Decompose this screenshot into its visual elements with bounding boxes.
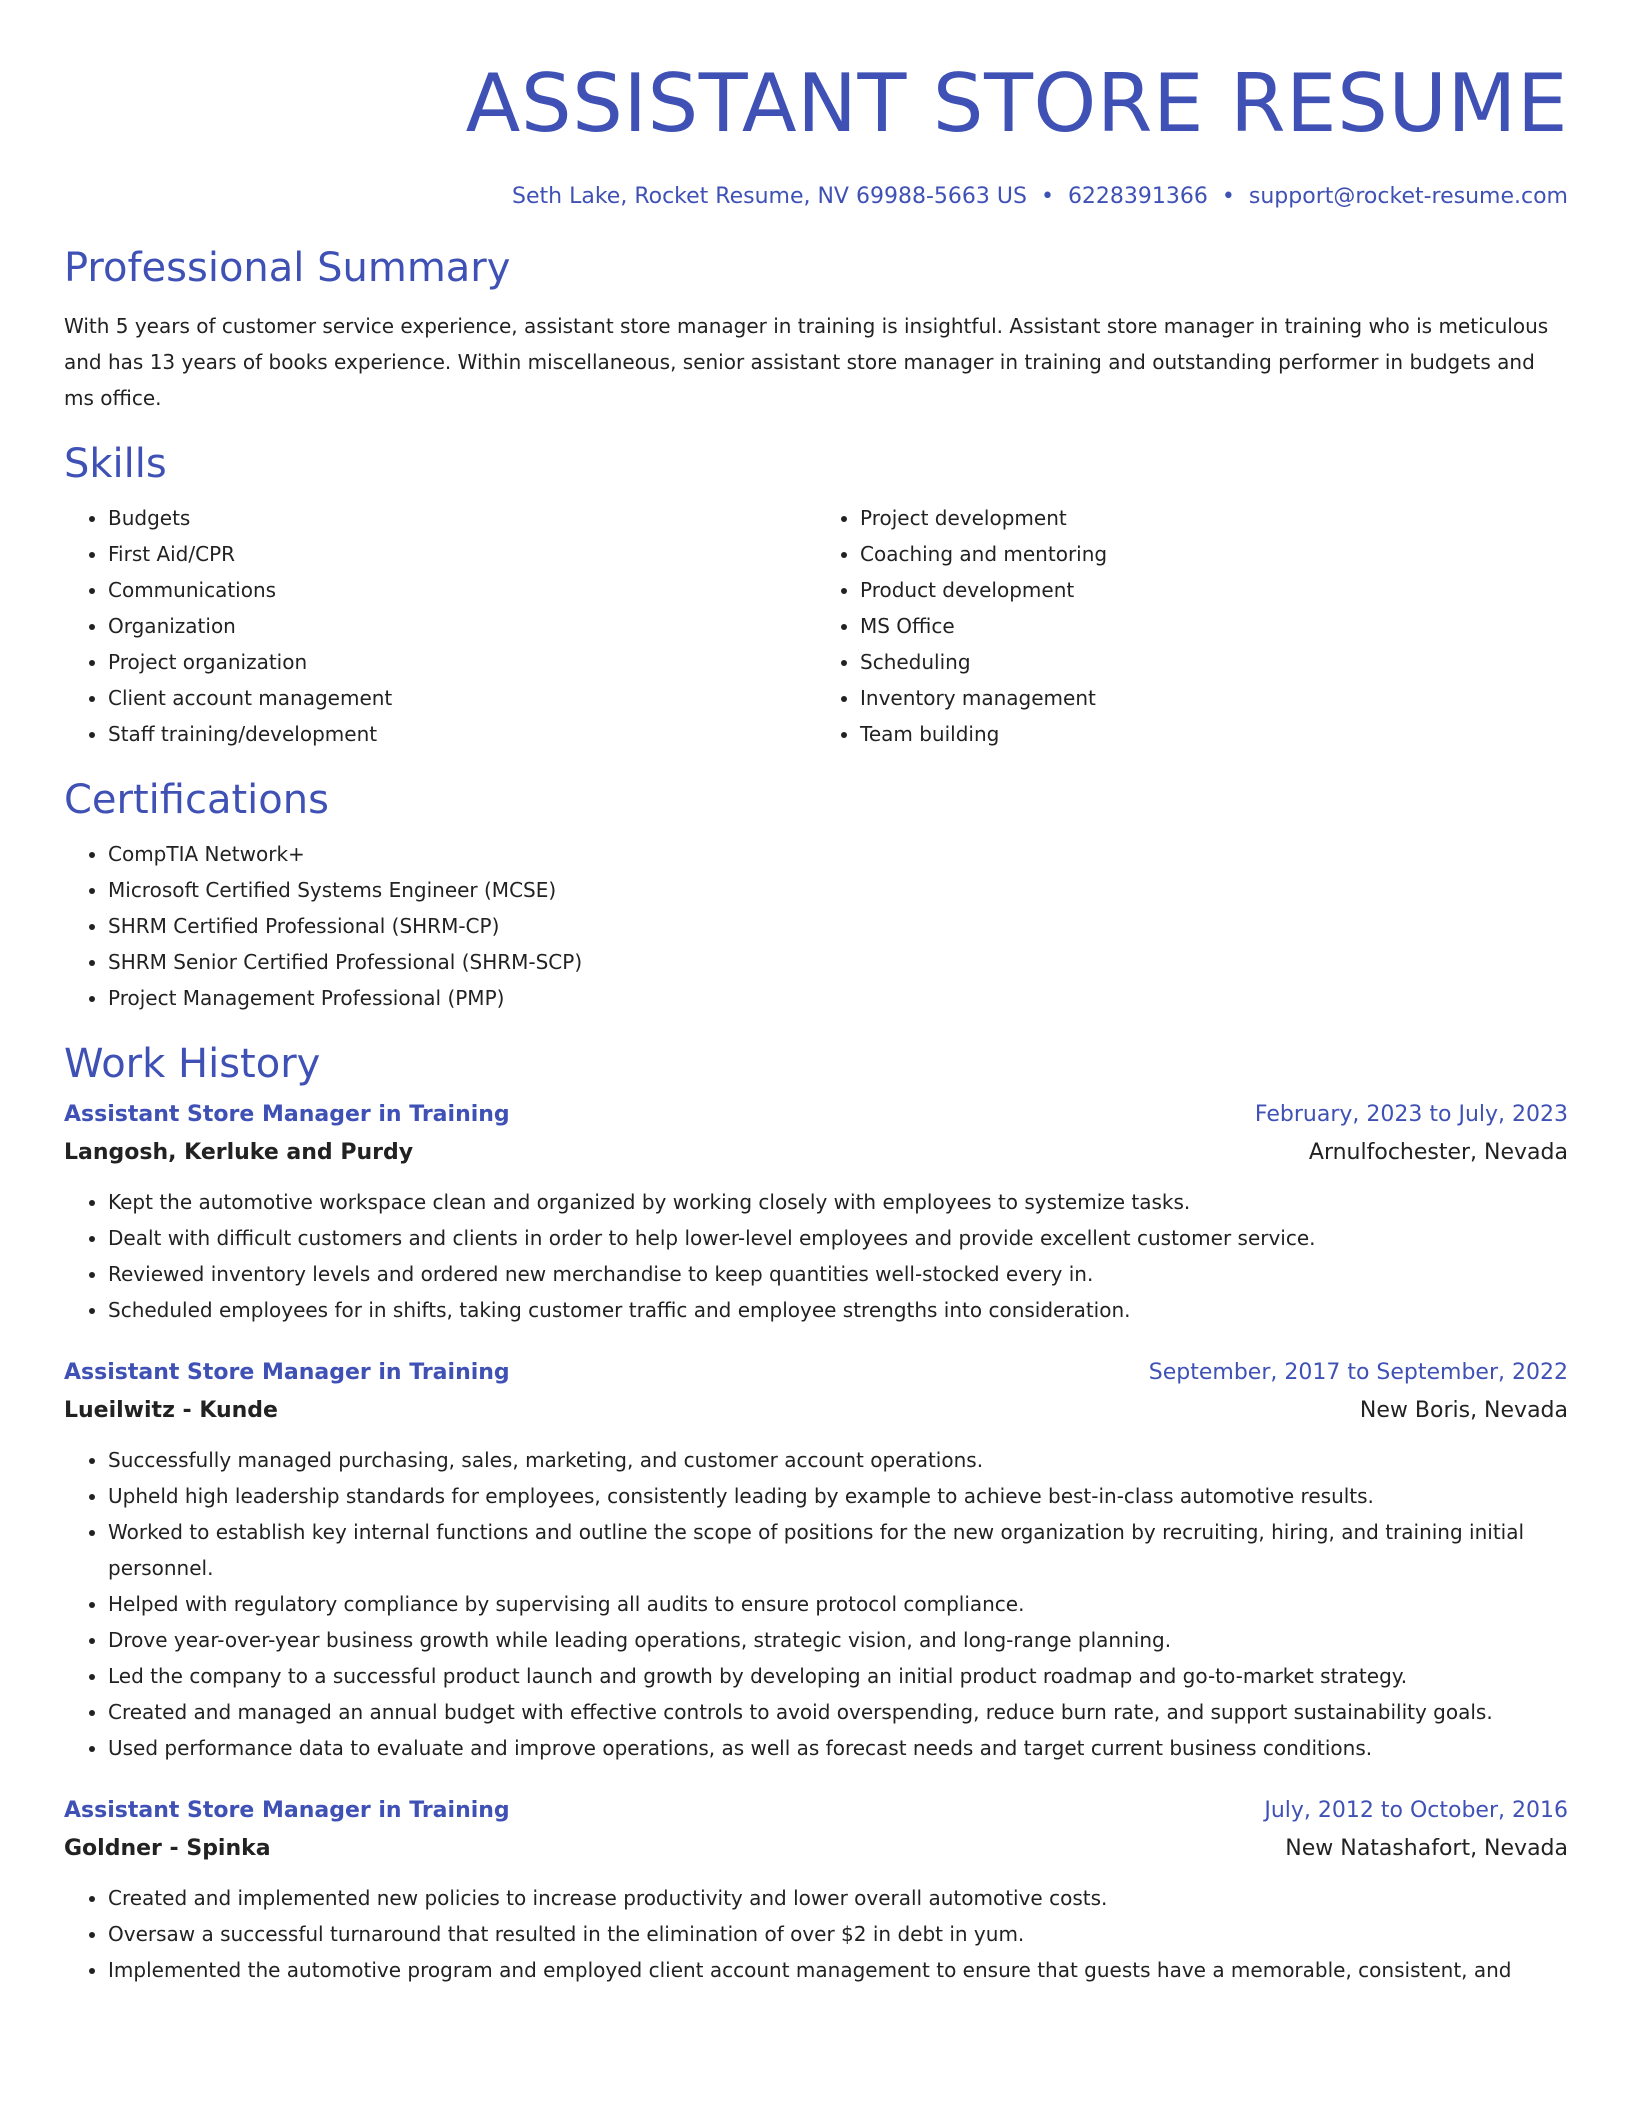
section-title-skills: Skills — [64, 441, 167, 487]
skills-list-left — [64, 500, 816, 752]
list-item: • SHRM Certified Professional (SHRM-CP) — [108, 908, 1568, 944]
list-item: • First Aid/CPR — [108, 536, 816, 572]
list-item: • Inventory management — [860, 680, 1568, 716]
skills-column-right — [816, 500, 1568, 752]
job-entry — [64, 1096, 1568, 1328]
list-item: • Staff training/development — [108, 716, 816, 752]
job-dates: February, 2023 to July, 2023 — [1254, 1102, 1568, 1127]
summary-section — [64, 242, 1568, 416]
list-item: • Used performance data to evaluate and improve operations, as well as forecast needs and target current business conditions. — [108, 1730, 1568, 1766]
list-item: • Created and implemented new policies to increase productivity and lower overall automotive costs. — [108, 1880, 1568, 1916]
job-location: New Boris, Nevada — [1359, 1398, 1568, 1423]
contact-phone: 6228391366 — [1067, 184, 1208, 209]
list-item: • Oversaw a successful turnaround that resulted in the elimination of over $2 in debt in yum. — [108, 1916, 1568, 1952]
list-item: • Helped with regulatory compliance by supervising all audits to ensure protocol compliance. — [108, 1586, 1568, 1622]
job-company: Lueilwitz - Kunde — [64, 1398, 278, 1423]
list-item: • Reviewed inventory levels and ordered new merchandise to keep quantities well-stocked every in. — [108, 1256, 1568, 1292]
list-item: • Project Management Professional (PMP) — [108, 980, 1568, 1016]
job-company-row — [64, 1392, 1568, 1430]
job-location: New Natashafort, Nevada — [1285, 1836, 1568, 1861]
section-title-work-history: Work History — [64, 1041, 321, 1087]
list-item: • Implemented the automotive program and employed client account management to ensure that guests have a memorable, consistent, and — [108, 1952, 1568, 1988]
certifications-section — [64, 774, 1568, 1016]
list-item: • Created and managed an annual budget with effective controls to avoid overspending, reduce burn rate, and support sustainability goals. — [108, 1694, 1568, 1730]
job-header-row — [64, 1792, 1568, 1830]
list-item: • Budgets — [108, 500, 816, 536]
list-item: • Scheduled employees for in shifts, taking customer traffic and employee strengths into consideration. — [108, 1292, 1568, 1328]
contact-email: support@rocket-resume.com — [1248, 184, 1568, 209]
certifications-list — [64, 836, 1568, 1016]
job-company: Langosh, Kerluke and Purdy — [64, 1140, 414, 1165]
resume-header — [64, 48, 1568, 212]
contact-address: Seth Lake, Rocket Resume, NV 69988-5663 US — [512, 184, 1027, 209]
list-item: • Led the company to a successful product launch and growth by developing an initial product roadmap and go-to-market strategy. — [108, 1658, 1568, 1694]
list-item: • MS Office — [860, 608, 1568, 644]
job-bullets — [64, 1442, 1568, 1766]
section-title-summary: Professional Summary — [64, 245, 511, 291]
job-header-row — [64, 1354, 1568, 1392]
jobs-container — [64, 1096, 1568, 1988]
job-dates: September, 2017 to September, 2022 — [1148, 1360, 1568, 1385]
job-bullets — [64, 1880, 1568, 1988]
list-item: • Product development — [860, 572, 1568, 608]
list-item: • Dealt with difficult customers and clients in order to help lower-level employees and provide excellent customer service. — [108, 1220, 1568, 1256]
work-history-section — [64, 1038, 1568, 1988]
list-item: • Kept the automotive workspace clean and organized by working closely with employees to systemize tasks. — [108, 1184, 1568, 1220]
resume-title: ASSISTANT STORE RESUME — [465, 57, 1568, 150]
list-item: • Upheld high leadership standards for employees, consistently leading by example to achieve best-in-class automotive results. — [108, 1478, 1568, 1514]
summary-text: With 5 years of customer service experience, assistant store manager in training is insightful. Assistant store manager in training who is meticulous and has 13 years of books experience. Within miscellaneous, senior assistant store manager in training and outstanding performer in budgets and ms office. — [64, 314, 1549, 410]
contact-separator: • — [1221, 184, 1235, 209]
list-item: • Client account management — [108, 680, 816, 716]
job-dates: July, 2012 to October, 2016 — [1264, 1798, 1568, 1823]
contact-line — [64, 182, 1568, 212]
job-entry — [64, 1354, 1568, 1766]
job-company: Goldner - Spinka — [64, 1836, 271, 1861]
list-item: • SHRM Senior Certified Professional (SHRM-SCP) — [108, 944, 1568, 980]
list-item: • Project organization — [108, 644, 816, 680]
job-title: Assistant Store Manager in Training — [64, 1360, 510, 1385]
list-item: • Worked to establish key internal functions and outline the scope of positions for the new organization by recruiting, hiring, and training initial personnel. — [108, 1514, 1568, 1586]
job-title: Assistant Store Manager in Training — [64, 1798, 510, 1823]
job-company-row — [64, 1830, 1568, 1868]
section-title-certifications: Certifications — [64, 777, 329, 823]
skills-list-right — [816, 500, 1568, 752]
job-bullets — [64, 1184, 1568, 1328]
list-item: • Project development — [860, 500, 1568, 536]
list-item: • Successfully managed purchasing, sales, marketing, and customer account operations. — [108, 1442, 1568, 1478]
list-item: • Organization — [108, 608, 816, 644]
job-title: Assistant Store Manager in Training — [64, 1102, 510, 1127]
skills-grid — [64, 500, 1568, 752]
list-item: • Team building — [860, 716, 1568, 752]
job-company-row — [64, 1134, 1568, 1172]
contact-separator: • — [1040, 184, 1054, 209]
job-header-row — [64, 1096, 1568, 1134]
job-entry — [64, 1792, 1568, 1988]
list-item: • Scheduling — [860, 644, 1568, 680]
list-item: • Drove year-over-year business growth while leading operations, strategic vision, and long-range planning. — [108, 1622, 1568, 1658]
list-item: • CompTIA Network+ — [108, 836, 1568, 872]
list-item: • Communications — [108, 572, 816, 608]
job-location: Arnulfochester, Nevada — [1308, 1140, 1568, 1165]
skills-column-left — [64, 500, 816, 752]
list-item: • Coaching and mentoring — [860, 536, 1568, 572]
skills-section — [64, 438, 1568, 752]
list-item: • Microsoft Certified Systems Engineer (MCSE) — [108, 872, 1568, 908]
